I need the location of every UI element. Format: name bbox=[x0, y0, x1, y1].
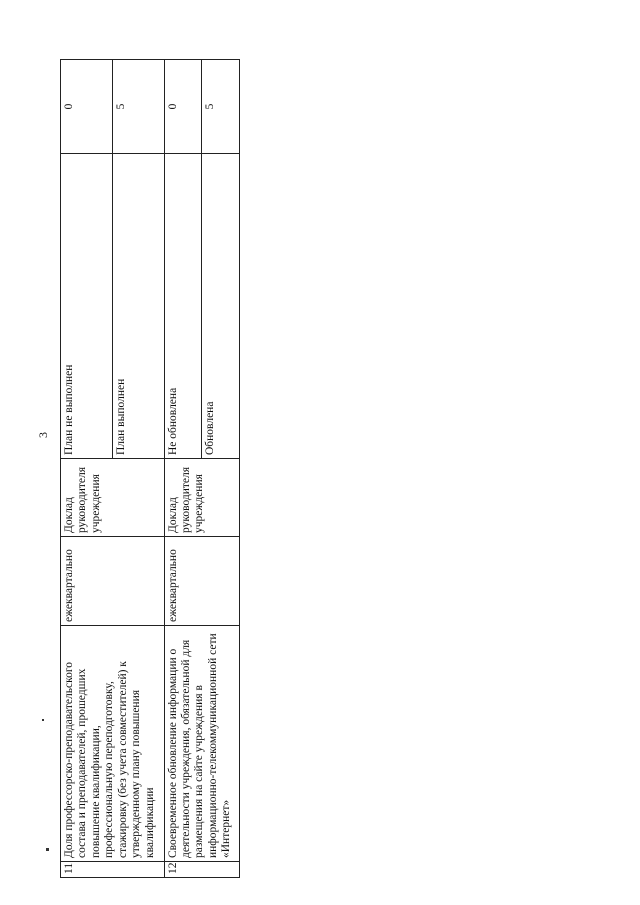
scan-artifact-dot bbox=[46, 848, 49, 851]
page-number: 3 bbox=[36, 432, 50, 438]
criterion-cell: План выполнен bbox=[112, 154, 164, 459]
indicator-cell: Доля профессорско-преподавательского состава и преподавателей, прошедших повышение квалификации, профессиональную переподготовку, стажировку (без учета совместителей) к утвержденному плану повышения квалификации bbox=[61, 626, 165, 862]
score-cell: 5 bbox=[112, 60, 164, 154]
rotated-page-content bbox=[60, 60, 240, 878]
criterion-cell: Не обновлена bbox=[164, 154, 202, 459]
periodicity-cell: ежеквартально bbox=[164, 537, 239, 626]
criterion-cell: План не выполнен bbox=[61, 154, 113, 459]
score-cell: 5 bbox=[202, 60, 240, 154]
source-cell: Доклад руководителя учреждения bbox=[164, 459, 239, 537]
criterion-cell: Обновлена bbox=[202, 154, 240, 459]
table-row bbox=[164, 60, 202, 878]
score-cell: 0 bbox=[164, 60, 202, 154]
row-number: 11 bbox=[61, 862, 165, 878]
row-number: 12 bbox=[164, 862, 239, 878]
periodicity-cell: ежеквартально bbox=[61, 537, 165, 626]
source-cell: Доклад руководителя учреждения bbox=[61, 459, 165, 537]
table-row bbox=[61, 60, 113, 878]
indicators-table bbox=[60, 59, 240, 878]
score-cell: 0 bbox=[61, 60, 113, 154]
scan-artifact-dot bbox=[42, 719, 44, 721]
indicator-cell: Своевременное обновление информации о деятельности учреждения, обязательной для размещения на сайте учреждения в информационно-телекоммуникационной сети «Интернет» bbox=[164, 626, 239, 862]
